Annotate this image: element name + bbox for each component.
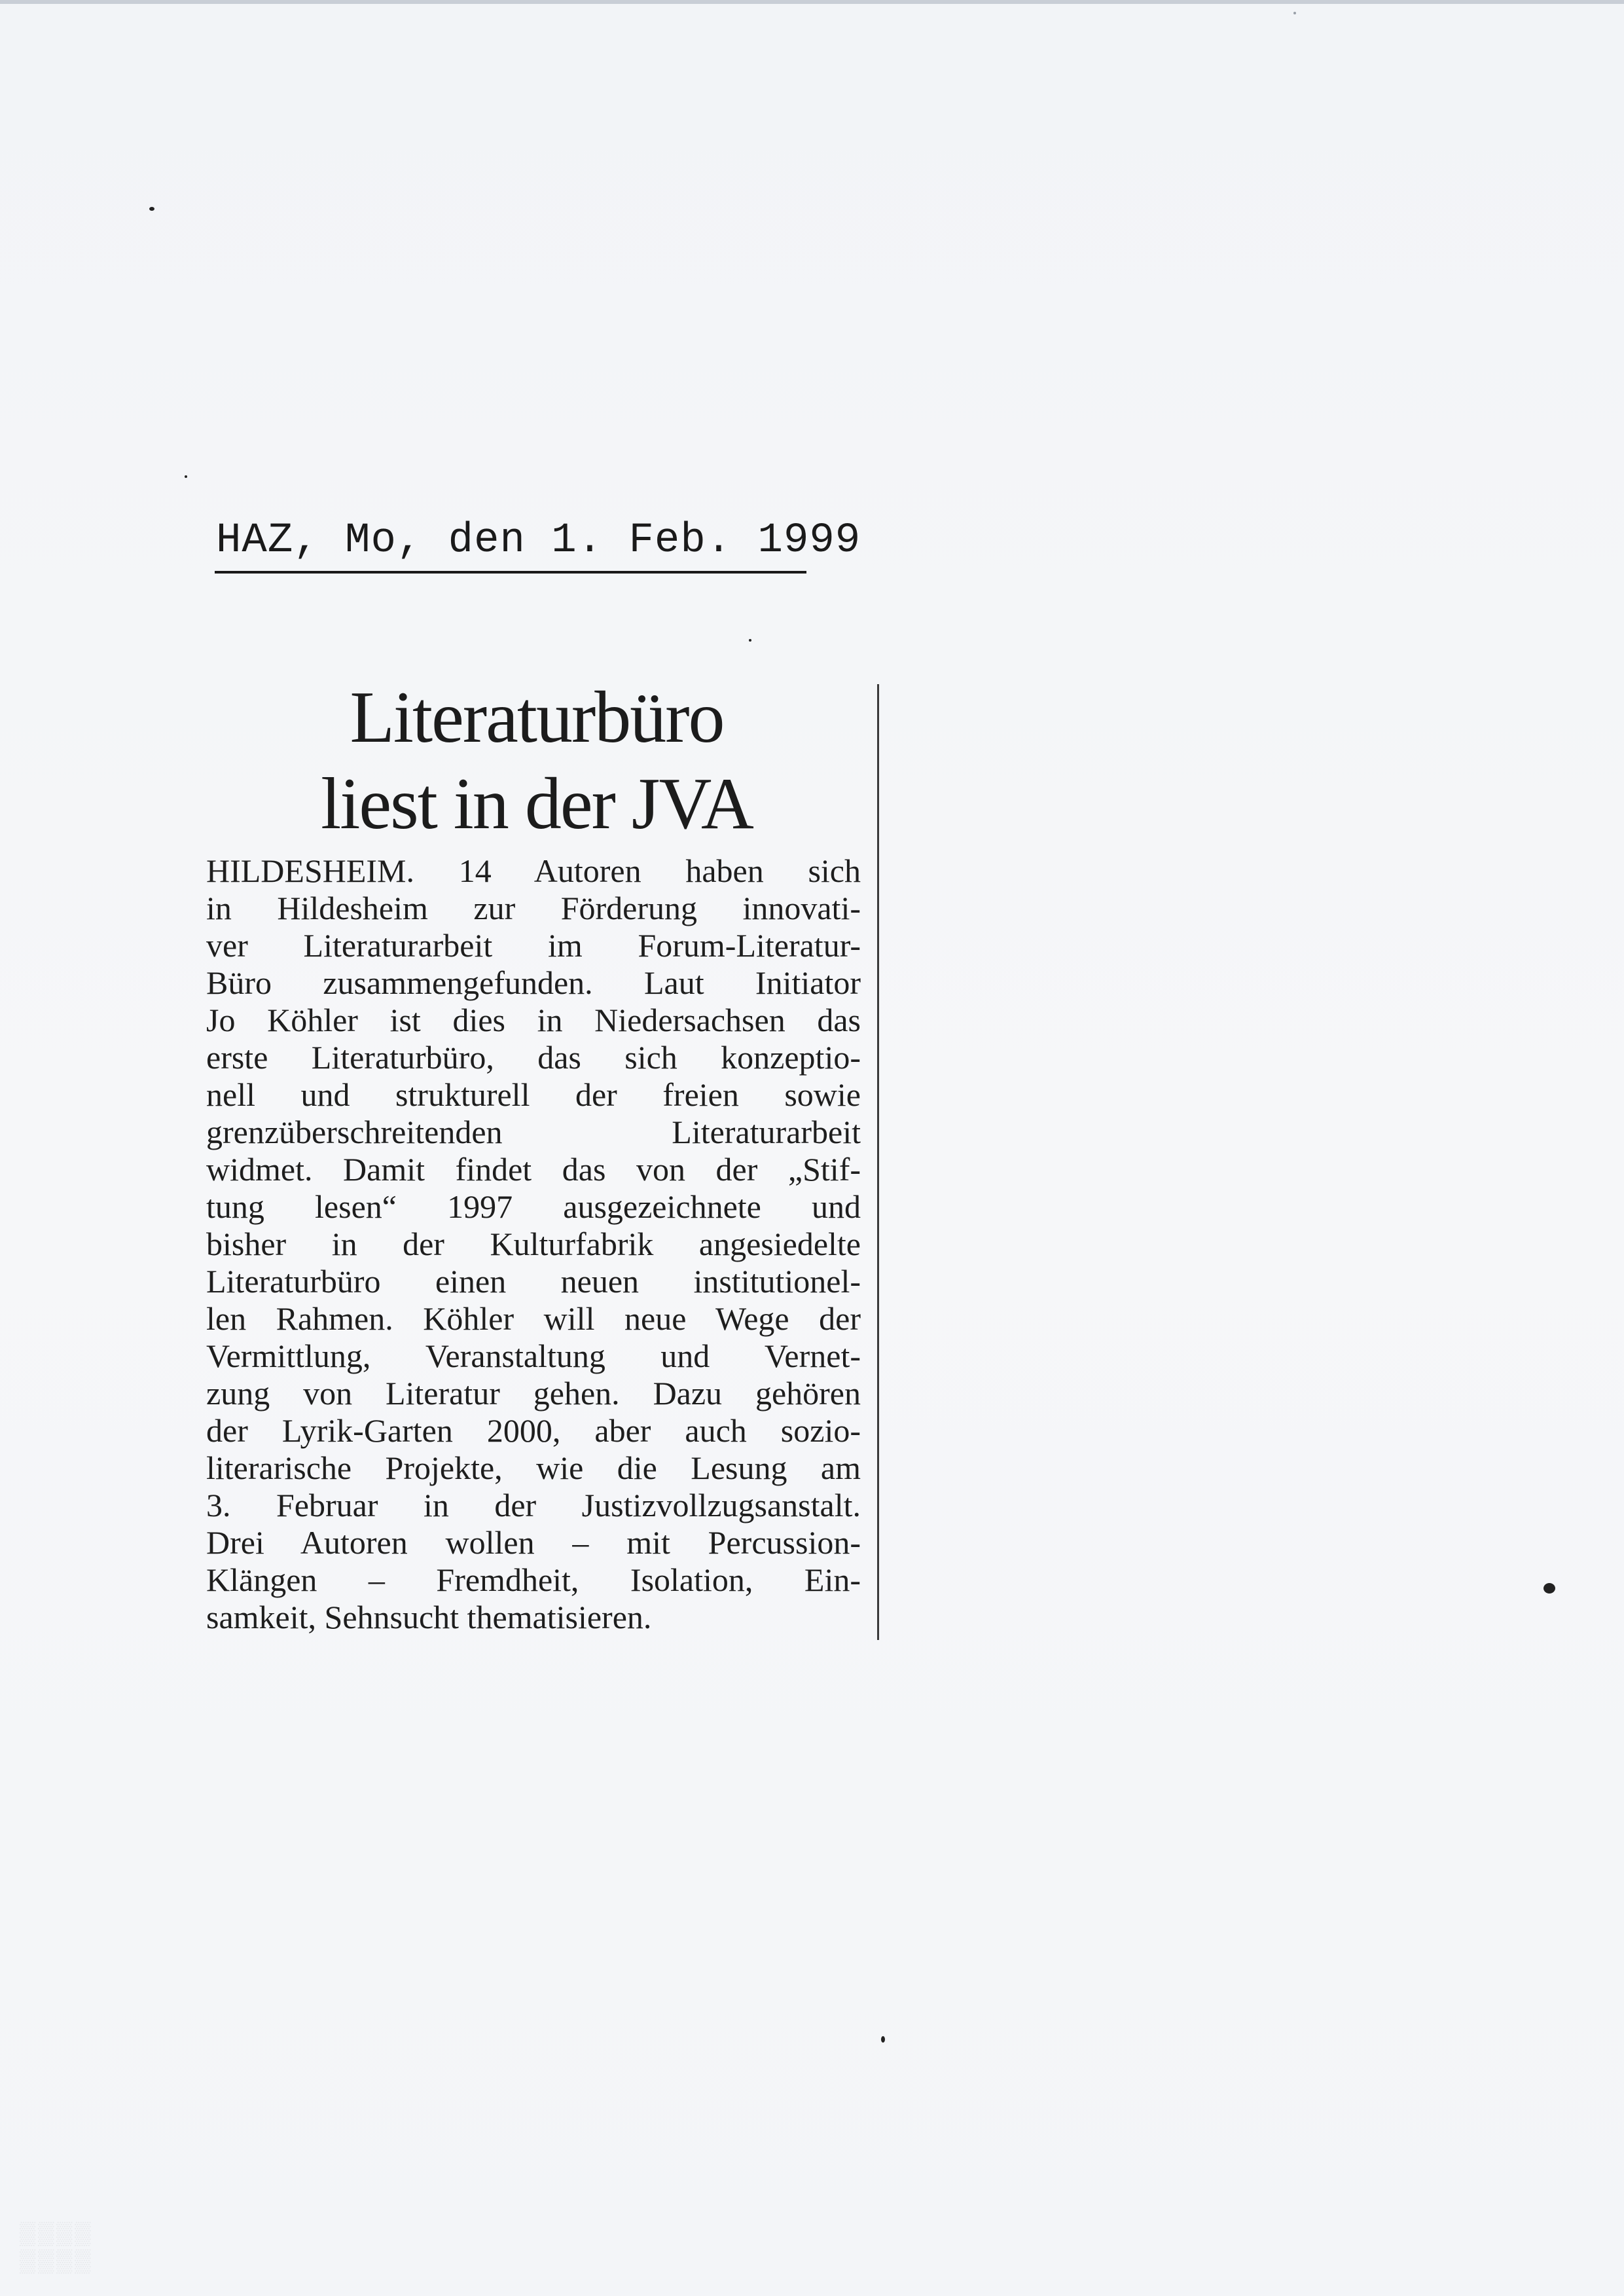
page-top-edge <box>0 0 1624 4</box>
article-line: Drei Autoren wollen – mit Percussion- <box>206 1524 861 1561</box>
article-body <box>206 852 861 1636</box>
scan-speck <box>881 2036 885 2043</box>
article-line: tung lesen“ 1997 ausgezeichnete und <box>206 1188 861 1225</box>
article-line: bisher in der Kulturfabrik angesiedelte <box>206 1226 861 1262</box>
scan-speck <box>149 207 154 211</box>
article-line: literarische Projekte, wie die Lesung am <box>206 1449 861 1486</box>
dateline-underline <box>215 571 806 574</box>
scan-speck <box>185 475 187 478</box>
headline-line-1: Literaturbüro <box>350 677 724 758</box>
dateline: HAZ, Mo, den 1. Feb. 1999 <box>216 517 861 564</box>
article-line: samkeit, Sehnsucht thematisieren. <box>206 1599 652 1635</box>
article-line: Jo Köhler ist dies in Niedersachsen das <box>206 1002 861 1038</box>
article-line: HILDESHEIM. 14 Autoren haben sich <box>206 852 861 889</box>
article-line: 3. Februar in der Justizvollzugsanstalt. <box>206 1487 861 1523</box>
headline <box>196 674 877 847</box>
scan-speck <box>1293 12 1296 14</box>
article-line: Vermittlung, Veranstaltung und Vernet- <box>206 1338 861 1374</box>
article-line: grenzüberschreitenden Literaturarbeit <box>206 1114 861 1150</box>
scanner-watermark: ▒▒▒▒ ▒▒▒▒ <box>20 2221 94 2273</box>
article-line: nell und strukturell der freien sowie <box>206 1076 861 1113</box>
article-line: in Hildesheim zur Förderung innovati- <box>206 890 861 926</box>
article-line: Literaturbüro einen neuen institutionel- <box>206 1263 861 1300</box>
headline-line-2: liest in der JVA <box>321 763 753 845</box>
article-line: len Rahmen. Köhler will neue Wege der <box>206 1300 861 1337</box>
article-line: der Lyrik-Garten 2000, aber auch sozio- <box>206 1412 861 1449</box>
article-line: ver Literaturarbeit im Forum-Literatur- <box>206 927 861 964</box>
scan-speck <box>749 639 751 642</box>
article-line: widmet. Damit findet das von der „Stif- <box>206 1151 861 1188</box>
article-line: Klängen – Fremdheit, Isolation, Ein- <box>206 1561 861 1598</box>
scan-speck <box>1543 1583 1555 1594</box>
article-line: zung von Literatur gehen. Dazu gehören <box>206 1375 861 1412</box>
article-line: Büro zusammengefunden. Laut Initiator <box>206 964 861 1001</box>
article-line: erste Literaturbüro, das sich konzeptio- <box>206 1039 861 1076</box>
column-rule <box>877 684 879 1640</box>
